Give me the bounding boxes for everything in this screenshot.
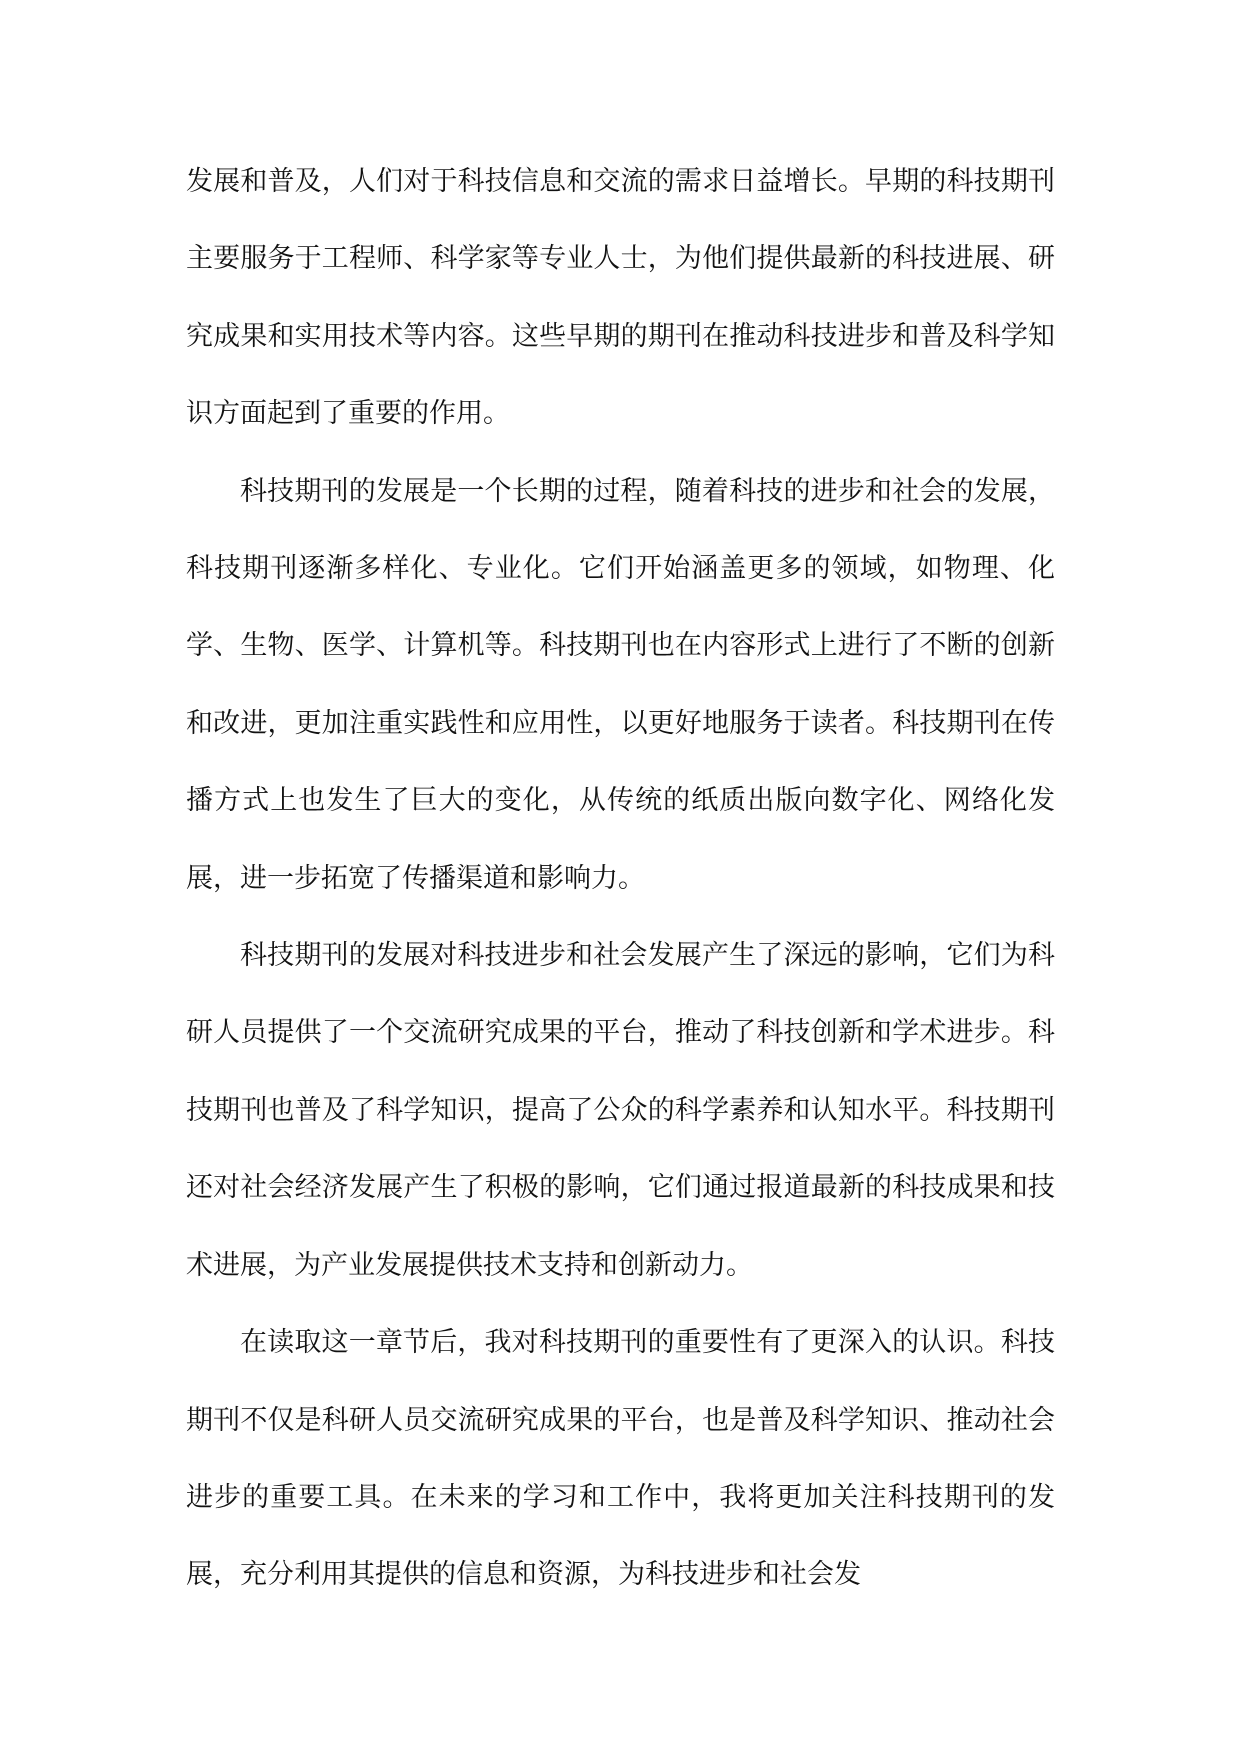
document-body [186, 143, 1055, 1614]
paragraph-3: 科技期刊的发展对科技进步和社会发展产生了深远的影响，它们为科研人员提供了一个交流研究成果的平台，推动了科技创新和学术进步。科技期刊也普及了科学知识，提高了公众的科学素养和认知水平。科技期刊还对社会经济发展产生了积极的影响，它们通过报道最新的科技成果和技术进展，为产业发展提供技术支持和创新动力。 [186, 940, 1055, 1281]
paragraph-1: 发展和普及，人们对于科技信息和交流的需求日益增长。早期的科技期刊主要服务于工程师、科学家等专业人士，为他们提供最新的科技进展、研究成果和实用技术等内容。这些早期的期刊在推动科技进步和普及科学知识方面起到了重要的作用。 [186, 166, 1055, 430]
paragraph-4: 在读取这一章节后，我对科技期刊的重要性有了更深入的认识。科技期刊不仅是科研人员交流研究成果的平台，也是普及科学知识、推动社会进步的重要工具。在未来的学习和工作中，我将更加关注科技期刊的发展，充分利用其提供的信息和资源，为科技进步和社会发 [186, 1327, 1055, 1591]
paragraph-2: 科技期刊的发展是一个长期的过程，随着科技的进步和社会的发展，科技期刊逐渐多样化、专业化。它们开始涵盖更多的领域，如物理、化学、生物、医学、计算机等。科技期刊也在内容形式上进行了不断的创新和改进，更加注重实践性和应用性，以更好地服务于读者。科技期刊在传播方式上也发生了巨大的变化，从传统的纸质出版向数字化、网络化发展，进一步拓宽了传播渠道和影响力。 [186, 475, 1055, 894]
